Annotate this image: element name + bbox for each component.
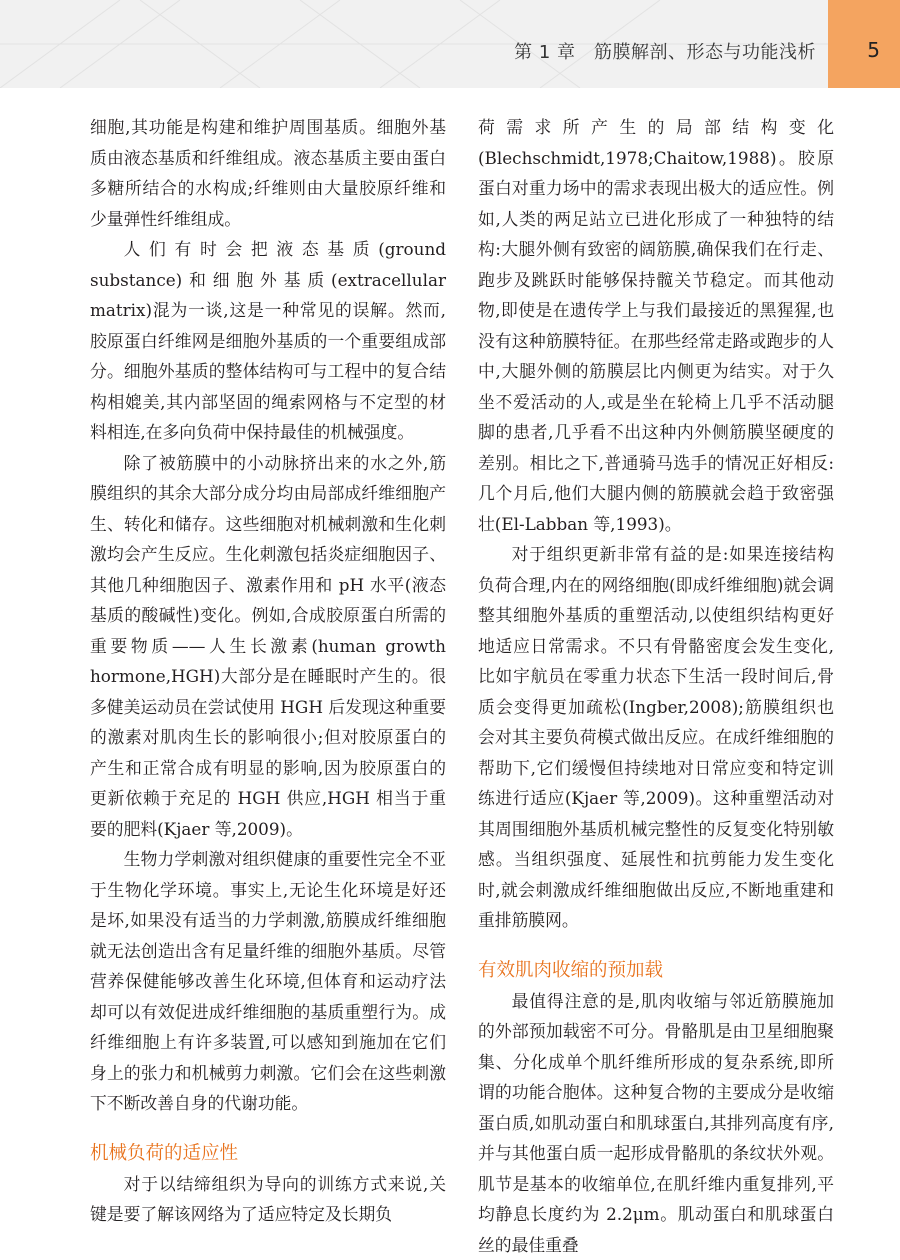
left-paragraph-2: 人们有时会把液态基质(ground substance)和细胞外基质(extracellular matrix)混为一谈,这是一种常见的误解。然而,胶原蛋白纤维网是细胞外基质的一个重要组成部分。细胞外基质的整体结构可与工程中的复合结构相媲美,其内部坚固的绳索网格与不定型的材料相连,在多向负荷中保持最佳的机械强度。 [90, 234, 446, 448]
right-paragraph-3: 最值得注意的是,肌肉收缩与邻近筋膜施加的外部预加载密不可分。骨骼肌是由卫星细胞聚集、分化成单个肌纤维所形成的复杂系统,即所谓的功能合胞体。这种复合物的主要成分是收缩蛋白质,如肌动蛋白和肌球蛋白,其排列高度有序,并与其他蛋白质一起形成骨骼肌的条纹状外观。肌节是基本的收缩单位,在肌纤维内重复排列,平均静息长度约为 2.2μm。肌动蛋白和肌球蛋白丝的最佳重叠 [478, 986, 834, 1260]
section-heading-preload: 有效肌肉收缩的预加载 [478, 956, 834, 986]
page-number-tab [828, 0, 900, 88]
right-paragraph-2: 对于组织更新非常有益的是:如果连接结构负荷合理,内在的网络细胞(即成纤维细胞)就会调整其细胞外基质的重塑活动,以使组织结构更好地适应日常需求。不只有骨骼密度会发生变化,比如宇航员在零重力状态下生活一段时间后,骨质会变得更加疏松(Ingber,2008);筋膜组织也会对其主要负荷模式做出反应。在成纤维细胞的帮助下,它们缓慢但持续地对日常应变和特定训练进行适应(Kjaer 等,2009)。这种重塑活动对其周围细胞外基质机械完整性的反复变化特别敏感。当组织强度、延展性和抗剪能力发生变化时,就会刺激成纤维细胞做出反应,不断地重建和重排筋膜网。 [478, 539, 834, 936]
page-header [0, 0, 900, 88]
left-paragraph-1: 细胞,其功能是构建和维护周围基质。细胞外基质由液态基质和纤维组成。液态基质主要由蛋白多糖所结合的水构成;纤维则由大量胶原纤维和少量弹性纤维组成。 [90, 112, 446, 234]
right-paragraph-1: 荷需求所产生的局部结构变化(Blechschmidt,1978;Chaitow,1988)。胶原蛋白对重力场中的需求表现出极大的适应性。例如,人类的两足站立已进化形成了一种独特的结构:大腿外侧有致密的阔筋膜,确保我们在行走、跑步及跳跃时能够保持髋关节稳定。而其他动物,即使是在遗传学上与我们最接近的黑猩猩,也没有这种筋膜特征。在那些经常走路或跑步的人中,大腿外侧的筋膜层比内侧更为结实。对于久坐不爱活动的人,或是坐在轮椅上几乎不活动腿脚的患者,几乎看不出这种内外侧筋膜坚硬度的差别。相比之下,普通骑马选手的情况正好相反:几个月后,他们大腿内侧的筋膜就会趋于致密强壮(El-Labban 等,1993)。 [478, 112, 834, 539]
right-column [478, 112, 834, 1260]
left-column [90, 112, 446, 1230]
left-paragraph-5: 对于以结缔组织为导向的训练方式来说,关键是要了解该网络为了适应特定及长期负 [90, 1169, 446, 1230]
page-number: 5 [867, 38, 880, 62]
chapter-title: 第 1 章 筋膜解剖、形态与功能浅析 [514, 38, 816, 64]
section-heading-mechanical-load: 机械负荷的适应性 [90, 1139, 446, 1169]
left-paragraph-3: 除了被筋膜中的小动脉挤出来的水之外,筋膜组织的其余大部分成分均由局部成纤维细胞产生、转化和储存。这些细胞对机械刺激和生化刺激均会产生反应。生化刺激包括炎症细胞因子、其他几种细胞因子、激素作用和 pH 水平(液态基质的酸碱性)变化。例如,合成胶原蛋白所需的重要物质——人生长激素(human growth hormone,HGH)大部分是在睡眠时产生的。很多健美运动员在尝试使用 HGH 后发现这种重要的激素对肌肉生长的影响很小;但对胶原蛋白的产生和正常合成有明显的影响,因为胶原蛋白的更新依赖于充足的 HGH 供应,HGH 相当于重要的肥料(Kjaer 等,2009)。 [90, 448, 446, 845]
left-paragraph-4: 生物力学刺激对组织健康的重要性完全不亚于生物化学环境。事实上,无论生化环境是好还是坏,如果没有适当的力学刺激,筋膜成纤维细胞就无法创造出含有足量纤维的细胞外基质。尽管营养保健能够改善生化环境,但体育和运动疗法却可以有效促进成纤维细胞的基质重塑行为。成纤维细胞上有许多装置,可以感知到施加在它们身上的张力和机械剪力刺激。它们会在这些刺激下不断改善自身的代谢功能。 [90, 844, 446, 1119]
